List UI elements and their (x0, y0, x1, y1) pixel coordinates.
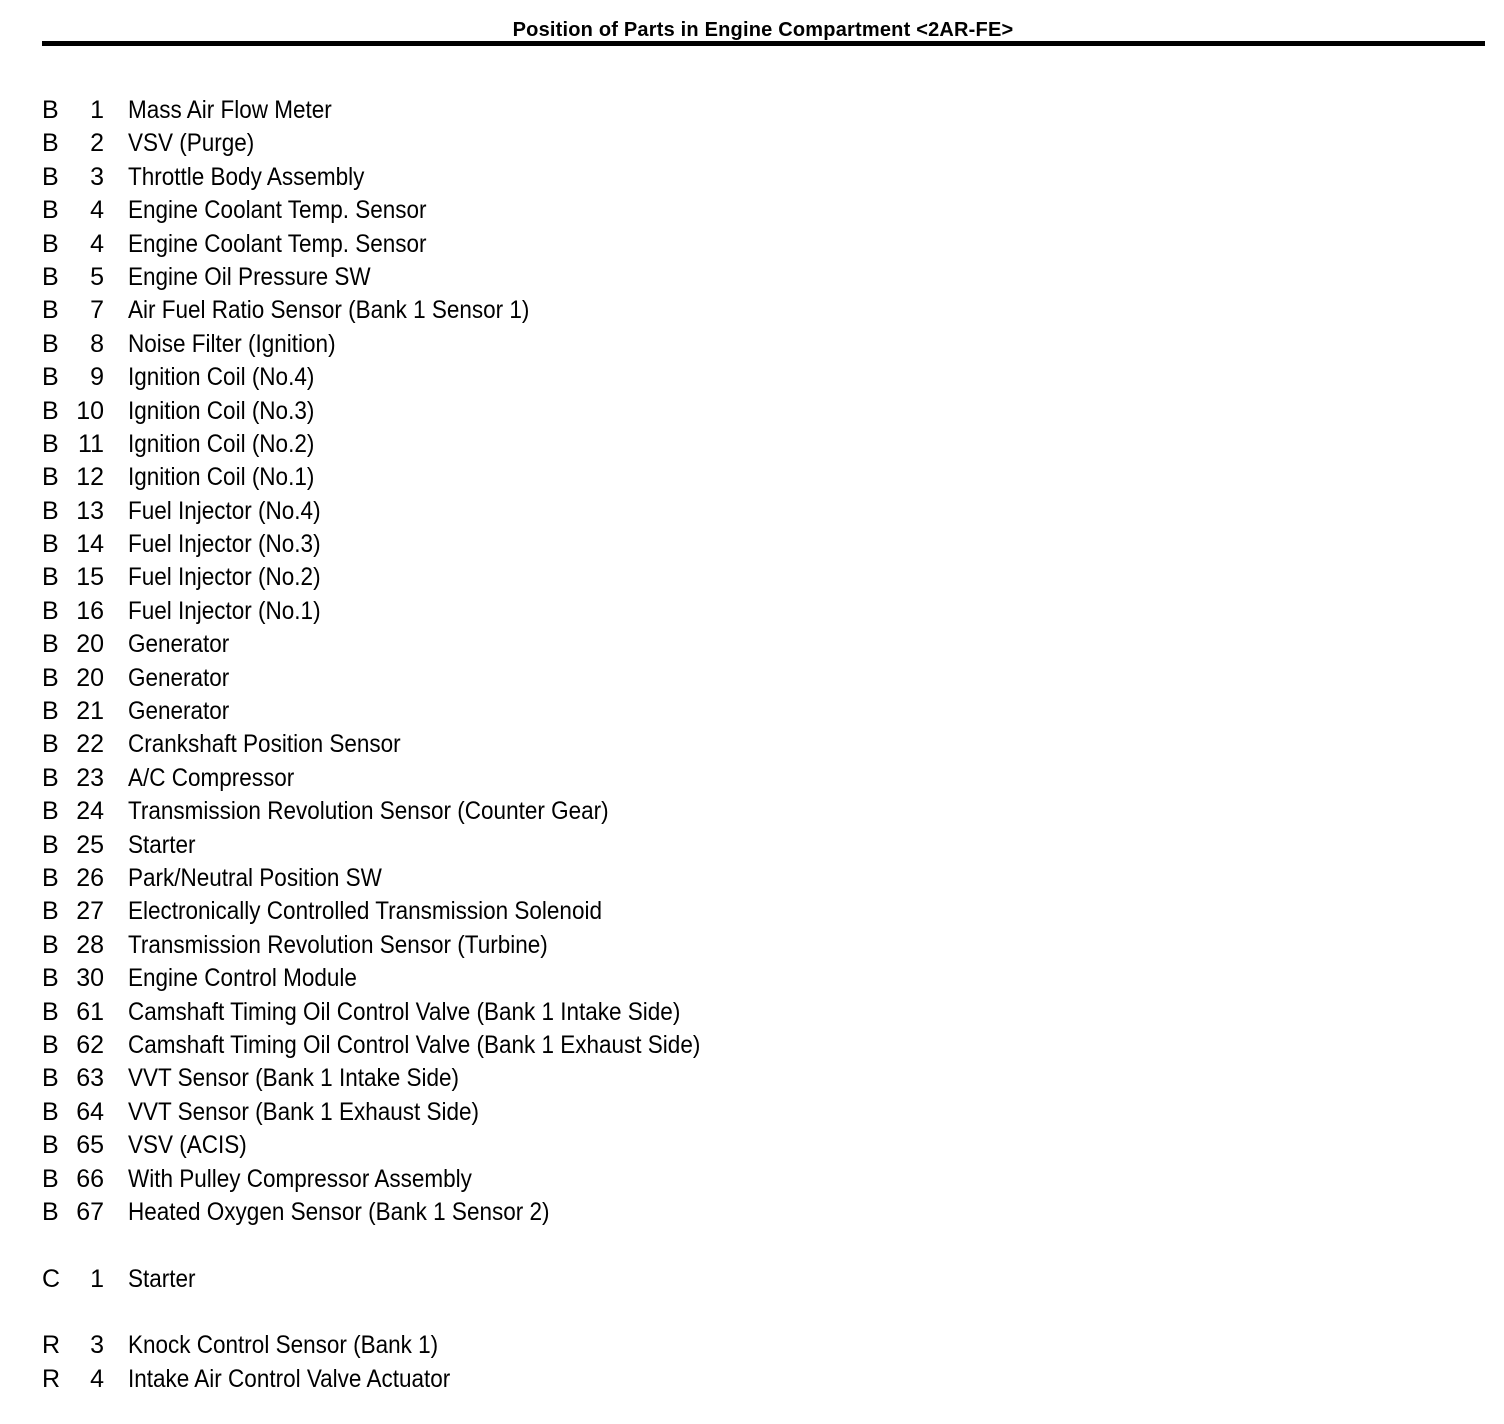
part-name: Fuel Injector (No.4) (128, 496, 321, 525)
part-connector-prefix: B (42, 830, 59, 859)
part-connector-prefix: B (42, 162, 59, 191)
part-row (40, 1062, 1480, 1095)
part-connector-prefix: B (42, 863, 59, 892)
part-connector-prefix: B (42, 763, 59, 792)
part-row (40, 1196, 1480, 1229)
part-number: 66 (76, 1164, 104, 1193)
part-row (40, 595, 1480, 628)
part-connector-prefix: B (42, 596, 59, 625)
part-connector-prefix: B (42, 463, 59, 492)
part-number: 20 (76, 630, 104, 659)
part-name: Camshaft Timing Oil Control Valve (Bank 1 Intake Side) (128, 997, 681, 1026)
part-connector-prefix: B (42, 897, 59, 926)
part-number: 61 (76, 997, 104, 1026)
part-row (40, 1029, 1480, 1062)
part-name: Ignition Coil (No.2) (128, 429, 315, 458)
parts-group-b (40, 94, 1480, 1229)
part-connector-prefix: B (42, 1197, 59, 1226)
part-number: 2 (90, 129, 104, 158)
part-name: Camshaft Timing Oil Control Valve (Bank 1 Exhaust Side) (128, 1030, 701, 1059)
part-connector-prefix: B (42, 964, 59, 993)
part-connector-prefix: B (42, 196, 59, 225)
part-row (40, 561, 1480, 594)
part-number: 21 (76, 697, 104, 726)
part-number: 8 (90, 329, 104, 358)
part-name: Starter (128, 830, 196, 859)
part-row (40, 361, 1480, 394)
part-name: Crankshaft Position Sensor (128, 730, 401, 759)
part-connector-prefix: B (42, 296, 59, 325)
part-name: Mass Air Flow Meter (128, 96, 332, 124)
part-name: Fuel Injector (No.1) (128, 596, 321, 625)
part-connector-prefix: B (42, 96, 59, 124)
part-name: Transmission Revolution Sensor (Turbine) (128, 930, 548, 959)
part-name: Generator (128, 630, 230, 659)
part-row (40, 94, 1480, 127)
part-connector-prefix: R (42, 1331, 61, 1360)
part-connector-prefix: B (42, 363, 59, 392)
part-name: Engine Control Module (128, 964, 357, 993)
part-row (40, 194, 1480, 227)
part-connector-prefix: B (42, 229, 59, 258)
part-row (40, 161, 1480, 194)
part-row (40, 662, 1480, 695)
part-connector-prefix: B (42, 1131, 59, 1160)
part-row (40, 962, 1480, 995)
part-name: Heated Oxygen Sensor (Bank 1 Sensor 2) (128, 1197, 550, 1226)
part-connector-prefix: B (42, 797, 59, 826)
part-number: 20 (76, 663, 104, 692)
part-number: 27 (76, 897, 104, 926)
part-number: 26 (76, 863, 104, 892)
part-row (40, 528, 1480, 561)
part-row (40, 1263, 1480, 1296)
part-name: Generator (128, 697, 230, 726)
part-name: VVT Sensor (Bank 1 Intake Side) (128, 1064, 460, 1093)
part-row (40, 862, 1480, 895)
part-number: 25 (76, 830, 104, 859)
part-name: Electronically Controlled Transmission Solenoid (128, 897, 602, 926)
part-number: 62 (76, 1030, 104, 1059)
page-title: Position of Parts in Engine Compartment <2AR-FE> (512, 19, 1014, 41)
part-row (40, 228, 1480, 261)
part-name: Throttle Body Assembly (128, 162, 365, 191)
part-row (40, 395, 1480, 428)
part-number: 23 (76, 763, 104, 792)
part-name: Fuel Injector (No.3) (128, 530, 321, 559)
part-name: Fuel Injector (No.2) (128, 563, 321, 592)
part-number: 12 (76, 463, 104, 492)
part-name: A/C Compressor (128, 763, 295, 792)
part-name: Noise Filter (Ignition) (128, 329, 336, 358)
part-number: 7 (90, 296, 104, 325)
part-connector-prefix: B (42, 429, 59, 458)
part-name: Ignition Coil (No.3) (128, 396, 315, 425)
part-row (40, 428, 1480, 461)
part-row (40, 996, 1480, 1029)
part-connector-prefix: B (42, 697, 59, 726)
part-name: Knock Control Sensor (Bank 1) (128, 1331, 439, 1360)
part-row (40, 461, 1480, 494)
part-number: 28 (76, 930, 104, 959)
part-number: 3 (90, 1331, 104, 1360)
part-name: Ignition Coil (No.1) (128, 463, 315, 492)
part-name: Intake Air Control Valve Actuator (128, 1364, 451, 1393)
part-name: Air Fuel Ratio Sensor (Bank 1 Sensor 1) (128, 296, 530, 325)
part-number: 1 (90, 1264, 104, 1293)
part-number: 15 (76, 563, 104, 592)
part-name: Transmission Revolution Sensor (Counter Gear) (128, 797, 609, 826)
part-connector-prefix: B (42, 496, 59, 525)
part-row (40, 829, 1480, 862)
part-number: 67 (76, 1197, 104, 1226)
part-number: 63 (76, 1064, 104, 1093)
part-number: 16 (76, 596, 104, 625)
part-name: With Pulley Compressor Assembly (128, 1164, 472, 1193)
part-connector-prefix: C (42, 1264, 61, 1293)
part-number: 10 (76, 396, 104, 425)
part-row (40, 728, 1480, 761)
part-name: Ignition Coil (No.4) (128, 363, 315, 392)
part-connector-prefix: B (42, 329, 59, 358)
part-row (40, 795, 1480, 828)
part-connector-prefix: B (42, 530, 59, 559)
part-name: Engine Coolant Temp. Sensor (128, 196, 427, 225)
part-name: Engine Oil Pressure SW (128, 262, 371, 291)
part-connector-prefix: B (42, 997, 59, 1026)
part-row (40, 1129, 1480, 1162)
part-name: VSV (Purge) (128, 129, 255, 158)
part-row (40, 1329, 1480, 1362)
part-connector-prefix: B (42, 730, 59, 759)
part-connector-prefix: B (42, 396, 59, 425)
part-connector-prefix: B (42, 1030, 59, 1059)
part-connector-prefix: B (42, 630, 59, 659)
part-number: 5 (90, 262, 104, 291)
part-row (40, 895, 1480, 928)
part-number: 14 (76, 530, 104, 559)
part-row (40, 127, 1480, 160)
part-number: 4 (90, 229, 104, 258)
part-name: Engine Coolant Temp. Sensor (128, 229, 427, 258)
part-connector-prefix: B (42, 1164, 59, 1193)
part-name: Park/Neutral Position SW (128, 863, 382, 892)
part-number: 9 (90, 363, 104, 392)
part-connector-prefix: B (42, 1097, 59, 1126)
part-connector-prefix: B (42, 930, 59, 959)
part-number: 64 (76, 1097, 104, 1126)
title-divider (42, 41, 1485, 46)
part-connector-prefix: B (42, 563, 59, 592)
part-row (40, 328, 1480, 361)
part-number: 4 (90, 1364, 104, 1393)
part-name: Starter (128, 1264, 196, 1293)
part-connector-prefix: B (42, 129, 59, 158)
part-number: 65 (76, 1131, 104, 1160)
part-connector-prefix: B (42, 663, 59, 692)
part-row (40, 695, 1480, 728)
part-row (40, 1096, 1480, 1129)
part-row (40, 628, 1480, 661)
part-row (40, 1363, 1480, 1396)
part-row (40, 1163, 1480, 1196)
part-number: 4 (90, 196, 104, 225)
parts-group-r (40, 1329, 1480, 1396)
part-connector-prefix: B (42, 262, 59, 291)
parts-list (40, 94, 1480, 1396)
part-connector-prefix: R (42, 1364, 61, 1393)
part-number: 11 (78, 429, 104, 458)
part-name: Generator (128, 663, 230, 692)
part-number: 3 (90, 162, 104, 191)
part-row (40, 929, 1480, 962)
part-row (40, 294, 1480, 327)
part-name: VVT Sensor (Bank 1 Exhaust Side) (128, 1097, 480, 1126)
part-number: 22 (76, 730, 104, 759)
part-row (40, 762, 1480, 795)
part-row (40, 261, 1480, 294)
part-connector-prefix: B (42, 1064, 59, 1093)
parts-group-c (40, 1263, 1480, 1296)
part-number: 30 (76, 964, 104, 993)
part-number: 1 (90, 96, 104, 124)
part-row (40, 495, 1480, 528)
part-name: VSV (ACIS) (128, 1131, 247, 1160)
part-number: 24 (76, 797, 104, 826)
part-number: 13 (76, 496, 104, 525)
